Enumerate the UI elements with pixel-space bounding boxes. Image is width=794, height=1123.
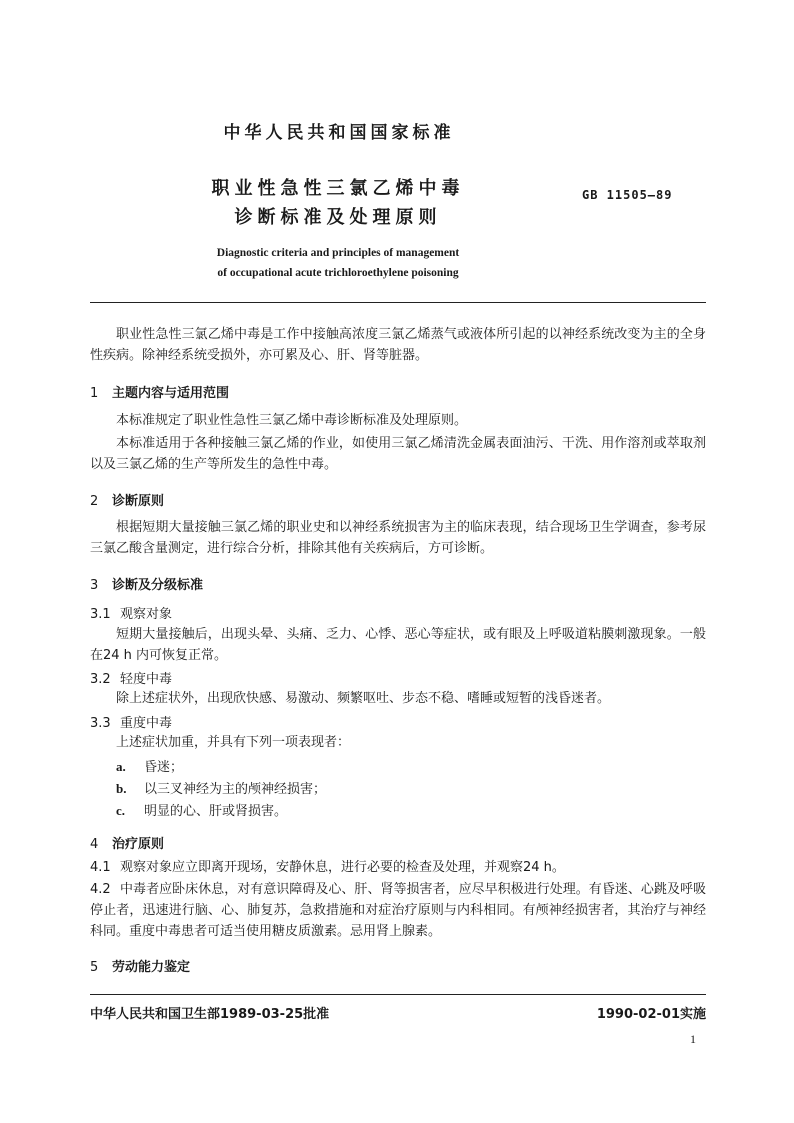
issuing-organization: 中华人民共和国国家标准 bbox=[223, 123, 455, 143]
document-title-line2: 诊断标准及处理原则 bbox=[234, 207, 442, 228]
subsection-4-2 bbox=[90, 879, 706, 942]
section-number: 3 bbox=[90, 578, 99, 593]
list-marker: c. bbox=[116, 803, 126, 818]
subsection-4-1 bbox=[90, 857, 706, 878]
approval-info: 中华人民共和国卫生部1989-03-25批准 bbox=[90, 1007, 330, 1022]
subsection-title: 观察对象 bbox=[120, 607, 173, 622]
english-title-line1: Diagnostic criteria and principles of management bbox=[216, 247, 460, 259]
section-1-heading bbox=[90, 382, 229, 401]
section-1-paragraph-1: 本标准规定了职业性急性三氯乙烯中毒诊断标准及处理原则。 bbox=[116, 413, 468, 428]
subsection-number: 4.1 bbox=[90, 860, 111, 875]
list-item-text: 昏迷； bbox=[144, 760, 184, 775]
document-title-line1: 职业性急性三氯乙烯中毒 bbox=[211, 178, 465, 199]
section-title: 劳动能力鉴定 bbox=[112, 960, 191, 975]
english-title-line2: of occupational acute trichloroethylene poisoning bbox=[217, 267, 459, 279]
list-item-text: 明显的心、肝或肾损害。 bbox=[144, 804, 288, 819]
effective-date: 1990-02-01实施 bbox=[596, 1007, 706, 1022]
header-divider bbox=[90, 302, 706, 303]
list-item bbox=[116, 756, 183, 775]
section-number: 2 bbox=[90, 494, 99, 509]
subsection-number: 3.3 bbox=[90, 716, 111, 731]
list-marker: b. bbox=[116, 781, 127, 796]
section-5-heading bbox=[90, 956, 190, 975]
list-item bbox=[116, 778, 326, 797]
section-2-heading bbox=[90, 490, 164, 509]
subsection-3-1-heading bbox=[90, 603, 172, 622]
intro-paragraph: 职业性急性三氯乙烯中毒是工作中接触高浓度三氯乙烯蒸气或液体所引起的以神经系统改变为主的全身性疾病。除神经系统受损外，亦可累及心、肝、肾等脏器。 bbox=[90, 327, 706, 363]
subsection-number: 3.2 bbox=[90, 672, 111, 687]
page-number: 1 bbox=[690, 1032, 696, 1046]
list-marker: a. bbox=[116, 759, 126, 774]
list-item bbox=[116, 800, 287, 819]
subsection-title: 重度中毒 bbox=[120, 716, 173, 731]
section-number: 4 bbox=[90, 837, 99, 852]
subsection-number: 3.1 bbox=[90, 607, 111, 622]
section-title: 治疗原则 bbox=[112, 837, 165, 852]
section-number: 5 bbox=[90, 960, 99, 975]
subsection-3-3-text: 上述症状加重，并具有下列一项表现者： bbox=[116, 735, 351, 750]
list-item-text: 以三叉神经为主的颅神经损害； bbox=[144, 782, 327, 797]
subsection-text: 中毒者应卧床休息，对有意识障碍及心、肝、肾等损害者，应尽早积极进行处理。有昏迷、心跳及呼吸停止者，迅速进行脑、心、肺复苏，急救措施和对症治疗原则与内科相同。有颅神经损害者，其治疗与神经科同。重度中毒患者可适当使用糖皮质激素。忌用肾上腺素。 bbox=[90, 882, 706, 939]
footer-divider bbox=[90, 994, 706, 995]
standard-code: GB 11505—89 bbox=[582, 188, 673, 202]
subsection-text: 观察对象应立即离开现场，安静休息，进行必要的检查及处理，并观察24 h。 bbox=[120, 860, 565, 875]
subsection-3-2-text: 除上述症状外，出现欣快感、易激动、频繁呕吐、步态不稳、嗜睡或短暂的浅昏迷者。 bbox=[116, 691, 611, 706]
section-1-paragraph-2: 本标准适用于各种接触三氯乙烯的作业，如使用三氯乙烯清洗金属表面油污、干洗、用作溶剂或萃取剂以及三氯乙烯的生产等所发生的急性中毒。 bbox=[90, 436, 706, 472]
section-3-heading bbox=[90, 574, 203, 593]
subsection-title: 轻度中毒 bbox=[120, 672, 173, 687]
section-title: 诊断及分级标准 bbox=[112, 578, 204, 593]
subsection-3-3-heading bbox=[90, 712, 172, 731]
section-number: 1 bbox=[90, 386, 99, 401]
subsection-3-2-heading bbox=[90, 668, 172, 687]
section-title: 主题内容与适用范围 bbox=[112, 386, 230, 401]
section-2-paragraph: 根据短期大量接触三氯乙烯的职业史和以神经系统损害为主的临床表现，结合现场卫生学调查，参考尿三氯乙酸含量测定，进行综合分析，排除其他有关疾病后，方可诊断。 bbox=[90, 520, 706, 556]
section-4-heading bbox=[90, 833, 164, 852]
section-title: 诊断原则 bbox=[112, 494, 165, 509]
subsection-3-1-text: 短期大量接触后，出现头晕、头痛、乏力、心悸、恶心等症状，或有眼及上呼吸道粘膜刺激现象。一般在24 h 内可恢复正常。 bbox=[90, 627, 706, 663]
subsection-number: 4.2 bbox=[90, 882, 111, 897]
